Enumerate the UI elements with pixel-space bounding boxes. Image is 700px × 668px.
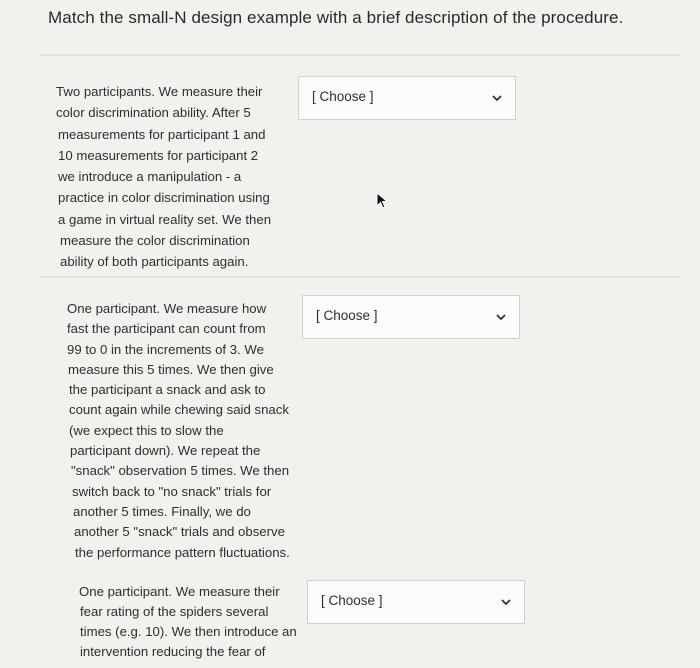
prompt-line: times (e.g. 10). We then introduce an <box>80 624 297 639</box>
prompt-line: fast the participant can count from <box>67 321 266 337</box>
prompt-line: color discrimination ability. After 5 <box>56 105 251 121</box>
prompt-text-1 <box>56 81 301 273</box>
prompt-line: ability of both participants again. <box>60 254 249 270</box>
answer-select-1[interactable] <box>298 76 516 120</box>
prompt-line: practice in color discrimination using <box>58 190 270 206</box>
prompt-line: 99 to 0 in the increments of 3. We <box>67 341 264 357</box>
prompt-line: Two participants. We measure their <box>56 84 263 99</box>
prompt-text-2 <box>67 299 312 563</box>
prompt-line: intervention reducing the fear of <box>80 644 266 659</box>
prompt-line: we introduce a manipulation - a <box>58 169 242 185</box>
prompt-line: One participant. We measure how <box>67 301 267 316</box>
prompt-line: the participant a snack and ask to <box>69 382 266 398</box>
prompt-text-3 <box>79 582 324 662</box>
select-value: [ Choose ] <box>321 593 383 608</box>
prompt-line: "snack" observation 5 times. We then <box>71 463 290 479</box>
mouse-pointer-icon <box>376 192 390 210</box>
answer-select-3[interactable] <box>307 580 525 624</box>
prompt-line: participant down). We repeat the <box>70 443 261 459</box>
prompt-line: measurements for participant 1 and <box>58 126 266 142</box>
prompt-line: the performance pattern fluctuations. <box>75 544 290 560</box>
prompt-line: measure the color discrimination <box>60 233 250 249</box>
chevron-down-icon <box>495 311 507 323</box>
match-row-3 <box>40 560 680 668</box>
prompt-line: a game in virtual reality set. We then <box>58 211 272 227</box>
question-title: Match the small-N design example with a brief description of the procedure. <box>48 8 624 27</box>
match-row-2 <box>40 278 680 560</box>
chevron-down-icon <box>500 596 512 608</box>
prompt-line: (we expect this to slow the <box>69 422 224 438</box>
chevron-down-icon <box>491 92 503 104</box>
prompt-line: fear rating of the spiders several <box>80 604 269 619</box>
prompt-line: another 5 times. Finally, we do <box>73 503 251 519</box>
prompt-line: measure this 5 times. We then give <box>68 361 274 377</box>
prompt-line: 10 measurements for participant 2 <box>58 147 259 163</box>
select-value: [ Choose ] <box>316 308 378 323</box>
prompt-line: switch back to "no snack" trials for <box>72 483 272 499</box>
select-value: [ Choose ] <box>312 89 374 104</box>
answer-select-2[interactable] <box>302 295 520 339</box>
prompt-line: One participant. We measure their <box>79 584 280 599</box>
prompt-line: another 5 "snack" trials and observe <box>74 524 285 540</box>
prompt-line: count again while chewing said snack <box>69 402 289 418</box>
match-row-1 <box>40 56 680 278</box>
